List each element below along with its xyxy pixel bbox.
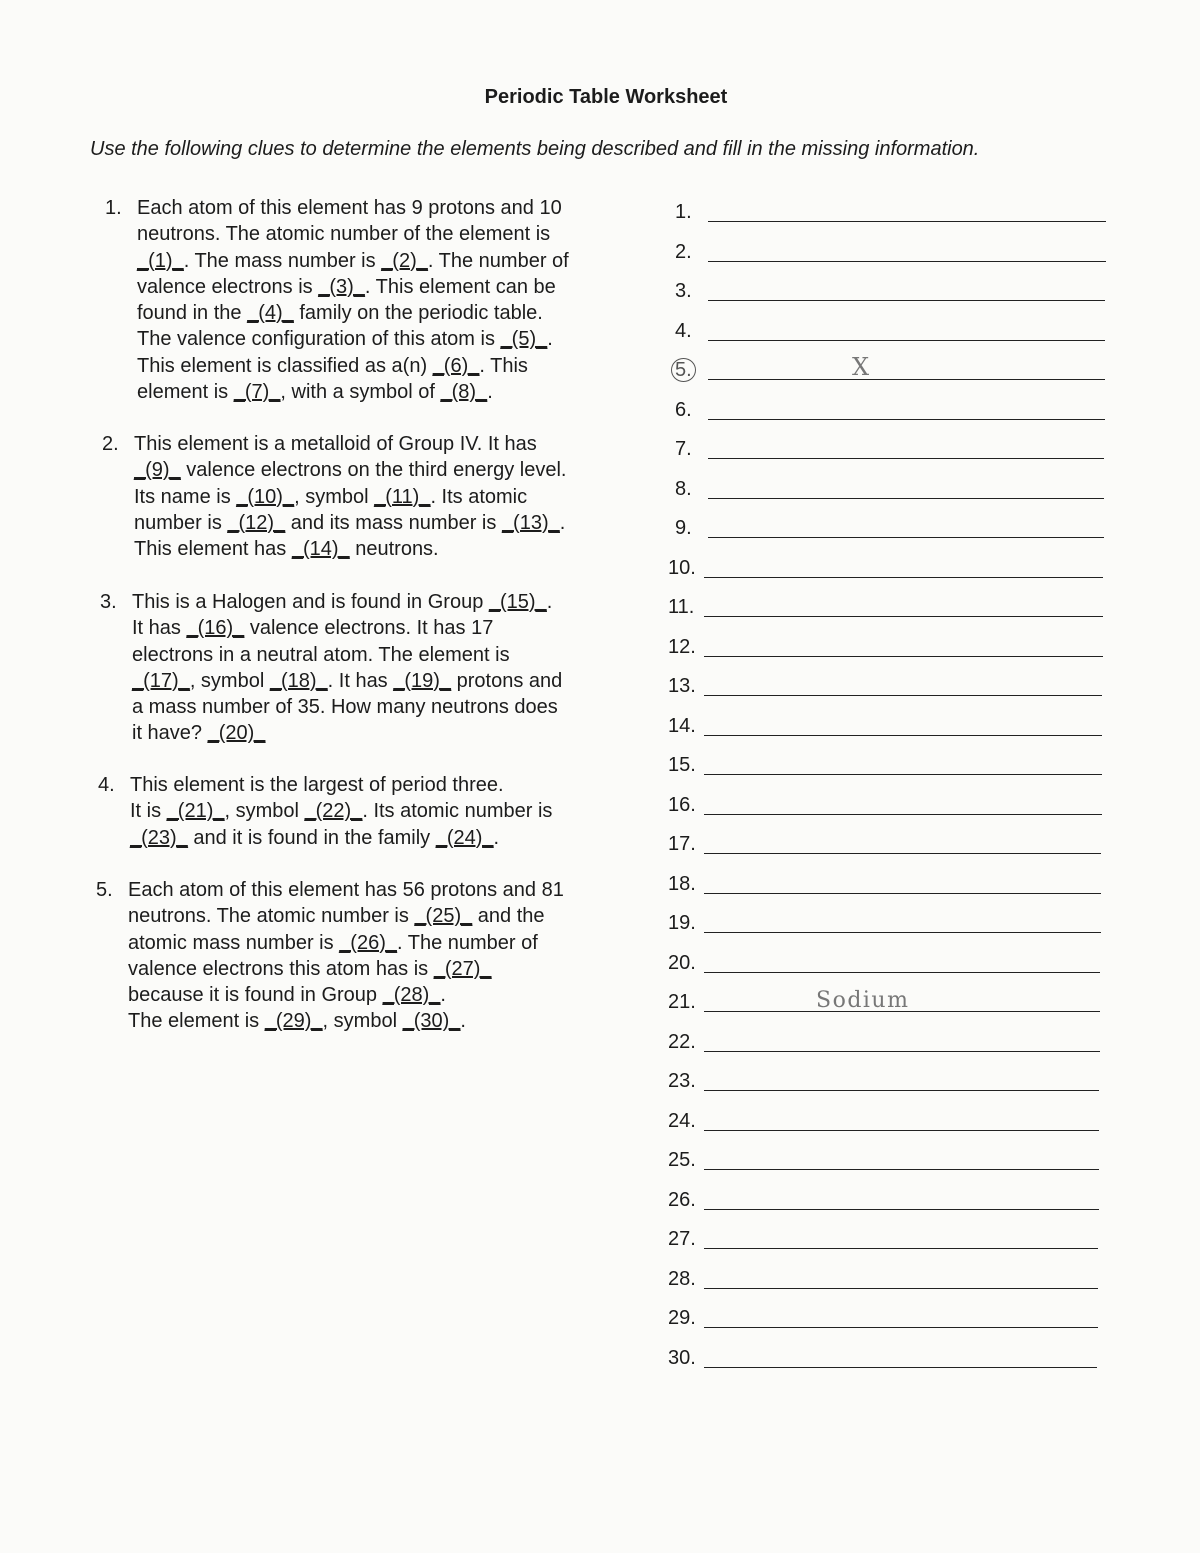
question-text: . [547, 328, 553, 351]
answer-row-3 [675, 273, 1125, 303]
answer-blank-line[interactable] [708, 379, 1105, 380]
answer-number: 4. [675, 319, 692, 342]
answer-number: 12. [668, 635, 696, 658]
circled-number-mark: 5. [671, 358, 696, 382]
question-text: . The number of [427, 249, 569, 272]
answer-blank-line[interactable] [704, 893, 1101, 894]
answer-number: 26. [668, 1188, 696, 1211]
blank-reference: _(20)_ [207, 722, 266, 745]
question-line [137, 326, 569, 352]
question-text: It has [132, 617, 187, 640]
answer-row-1 [675, 194, 1125, 224]
blank-reference: _(11)_ [374, 485, 431, 508]
answer-row-13 [668, 668, 1118, 698]
answer-number: 16. [668, 793, 696, 816]
blank-reference: _(25)_ [414, 905, 473, 928]
question-text: . The mass number is [183, 249, 382, 272]
question-text: neutrons. [349, 538, 439, 561]
worksheet-title: Periodic Table Worksheet [484, 86, 728, 108]
blank-reference: _(19)_ [393, 669, 452, 692]
question-text: valence electrons this atom has is [128, 957, 434, 980]
question-1 [105, 195, 569, 405]
question-line [130, 772, 552, 798]
question-line [132, 615, 562, 641]
question-text: protons and [451, 669, 563, 692]
answer-row-28 [668, 1261, 1118, 1291]
blank-reference: _(7)_ [233, 381, 281, 404]
answer-row-12 [668, 629, 1118, 659]
answer-blank-line[interactable] [704, 735, 1102, 736]
answer-row-22 [668, 1024, 1118, 1054]
answer-number: 8. [675, 477, 692, 500]
blank-reference: _(22)_ [304, 800, 363, 823]
question-text: This element is classified as a(n) [137, 354, 433, 377]
question-text: neutrons. The atomic number is [128, 905, 415, 928]
answer-row-11 [668, 589, 1118, 619]
blank-reference: _(10)_ [236, 485, 295, 508]
answer-blank-line[interactable] [704, 1051, 1100, 1052]
answer-number: 13. [668, 675, 696, 697]
answer-row-18 [668, 866, 1118, 896]
blank-reference: _(14)_ [291, 538, 350, 561]
answer-blank-line[interactable] [704, 1288, 1098, 1289]
question-text: family on the periodic table. [293, 302, 543, 325]
answer-blank-line[interactable] [708, 221, 1106, 222]
question-text: . The number of [396, 931, 538, 954]
blank-reference: _(23)_ [130, 826, 188, 849]
answer-number: 2. [675, 240, 692, 263]
answer-number: 11. [668, 596, 695, 618]
question-text: This element is the largest of period three. [130, 774, 504, 796]
question-line [128, 930, 564, 956]
question-text: . This [479, 354, 528, 377]
question-number: 3. [100, 591, 117, 613]
blank-reference: _(17)_ [132, 669, 190, 692]
answer-blank-line[interactable] [708, 498, 1104, 499]
question-text: Its name is [134, 485, 237, 508]
answer-blank-line[interactable] [704, 616, 1103, 617]
answer-row-20 [668, 945, 1118, 975]
question-text: and it is found in the family [187, 826, 436, 849]
answer-blank-line[interactable] [704, 1209, 1099, 1210]
question-line [132, 720, 562, 746]
blank-reference: _(21)_ [166, 800, 225, 823]
question-line [137, 353, 569, 379]
question-text: , symbol [224, 800, 305, 823]
question-text: valence electrons. It has 17 [244, 617, 494, 640]
question-text: and its mass number is [285, 511, 502, 534]
answer-number [675, 358, 696, 382]
question-text: . Its atomic number is [362, 800, 553, 823]
answer-blank-line[interactable] [704, 1248, 1098, 1249]
question-line [137, 379, 569, 405]
answer-blank-line[interactable] [704, 695, 1102, 696]
question-line [137, 300, 569, 326]
answer-row-26 [668, 1182, 1118, 1212]
question-text: found in the [137, 302, 248, 325]
question-2 [102, 431, 567, 562]
question-text: . Its atomic [430, 485, 528, 508]
question-text: because it is found in Group [128, 984, 383, 1007]
answer-row-2 [675, 234, 1125, 264]
question-text: Each atom of this element has 56 protons and 81 [128, 879, 564, 901]
answer-number: 6. [675, 398, 692, 421]
answer-blank-line[interactable] [704, 577, 1103, 578]
question-5 [96, 877, 564, 1035]
answer-blank-line[interactable] [708, 340, 1105, 341]
answer-row-25 [668, 1142, 1118, 1172]
answer-blank-line[interactable] [708, 300, 1105, 301]
answer-number: 22. [668, 1030, 696, 1053]
question-text: Each atom of this element has 9 protons and 10 [137, 197, 562, 219]
answer-number: 15. [668, 754, 696, 776]
answer-blank-line[interactable] [704, 656, 1103, 657]
question-text: , symbol [189, 669, 270, 692]
answer-row-5 [675, 352, 1125, 382]
question-text: . This element can be [364, 275, 556, 298]
question-line [128, 903, 564, 929]
answer-blank-line[interactable] [704, 1130, 1099, 1131]
blank-reference: _(1)_ [137, 249, 184, 272]
question-text: . [559, 511, 566, 534]
answer-blank-line[interactable] [708, 537, 1104, 538]
question-number: 2. [102, 433, 119, 455]
question-text: element is [137, 381, 234, 404]
blank-reference: _(13)_ [501, 511, 560, 534]
answer-number: 14. [668, 714, 696, 737]
question-line [137, 274, 569, 300]
handwritten-answer: Sodium [816, 988, 910, 1013]
answer-blank-line[interactable] [704, 1169, 1099, 1170]
blank-reference: _(12)_ [227, 511, 286, 534]
answer-number: 21. [668, 991, 696, 1013]
question-text: This element has [134, 538, 292, 561]
question-text: neutrons. The atomic number of the element is [137, 223, 551, 246]
instructions-text: Use the following clues to determine the elements being described and fill in the missing information. [90, 138, 980, 160]
answer-number: 1. [675, 201, 692, 223]
question-text: . [487, 381, 493, 404]
question-line [128, 982, 564, 1008]
question-line [132, 668, 562, 694]
answer-blank-line[interactable] [704, 972, 1100, 973]
blank-reference: _(30)_ [402, 1010, 461, 1033]
answer-row-9 [675, 510, 1125, 540]
question-number: 1. [105, 197, 122, 219]
question-line [132, 642, 562, 668]
answer-number: 24. [668, 1109, 696, 1132]
blank-reference: _(4)_ [247, 302, 294, 325]
answer-number: 29. [668, 1307, 696, 1329]
answer-number: 17. [668, 833, 696, 855]
answer-number: 9. [675, 517, 692, 539]
question-line [134, 510, 566, 536]
answer-row-6 [675, 392, 1125, 422]
answer-row-19 [668, 905, 1118, 935]
handwritten-answer: X [852, 353, 870, 381]
blank-reference: _(16)_ [186, 617, 245, 640]
question-text: number is [134, 511, 228, 534]
question-text: , symbol [322, 1010, 403, 1033]
answer-blank-line[interactable] [708, 261, 1106, 262]
question-text: a mass number of 35. How many neutrons does [132, 696, 558, 719]
answer-number: 3. [675, 280, 692, 302]
answer-row-4 [675, 313, 1125, 343]
question-text: The element is [128, 1010, 265, 1033]
question-line [130, 798, 552, 824]
answer-blank-line[interactable] [704, 814, 1102, 815]
question-line [132, 694, 562, 720]
answer-row-27 [668, 1221, 1118, 1251]
question-number: 5. [96, 879, 113, 901]
answer-number: 7. [675, 438, 692, 460]
answer-row-14 [668, 708, 1118, 738]
blank-reference: _(24)_ [435, 826, 494, 849]
answer-blank-line[interactable] [704, 1367, 1097, 1368]
question-text: The valence configuration of this atom is [137, 328, 501, 351]
answer-row-24 [668, 1103, 1118, 1133]
question-line [134, 431, 566, 457]
answer-row-7 [675, 431, 1125, 461]
answer-number: 19. [668, 912, 696, 934]
answer-row-8 [675, 471, 1125, 501]
answer-row-10 [668, 550, 1118, 580]
question-3 [100, 589, 563, 747]
blank-reference: _(27)_ [433, 957, 492, 980]
blank-reference: _(8)_ [440, 381, 488, 404]
answer-blank-line[interactable] [704, 1090, 1099, 1091]
answer-number: 18. [668, 872, 696, 895]
question-text: This is a Halogen and is found in Group [132, 591, 489, 613]
question-text: and the [472, 905, 545, 928]
answer-blank-line[interactable] [704, 1327, 1098, 1328]
blank-reference: _(3)_ [318, 275, 365, 298]
question-line [134, 457, 566, 483]
question-text: valence electrons on the third energy level. [180, 459, 567, 482]
question-line [134, 484, 566, 510]
answer-row-15 [668, 747, 1118, 777]
question-text: valence electrons is [137, 275, 319, 298]
answer-row-21 [668, 984, 1118, 1014]
question-line [137, 221, 569, 247]
question-text: it have? [132, 722, 208, 745]
answer-blank-line[interactable] [708, 419, 1105, 420]
question-line [134, 536, 566, 562]
answer-number: 28. [668, 1267, 696, 1290]
question-text: electrons in a neutral atom. The element is [132, 643, 510, 666]
question-text: . [460, 1010, 466, 1033]
question-line [128, 1008, 564, 1034]
answer-row-30 [668, 1340, 1118, 1370]
answer-row-16 [668, 787, 1118, 817]
question-text: This element is a metalloid of Group IV. It has [134, 433, 537, 455]
answer-blank-line[interactable] [708, 458, 1104, 459]
answer-number: 25. [668, 1149, 696, 1171]
answer-number: 27. [668, 1228, 696, 1250]
question-text: . [493, 826, 500, 849]
question-text: . [546, 591, 553, 613]
blank-reference: _(2)_ [381, 249, 428, 272]
answer-row-29 [668, 1300, 1118, 1330]
answer-row-23 [668, 1063, 1118, 1093]
answer-row-17 [668, 826, 1118, 856]
blank-reference: _(15)_ [488, 591, 547, 613]
answer-blank-line[interactable] [704, 774, 1102, 775]
answer-number: 30. [668, 1346, 696, 1369]
blank-reference: _(5)_ [500, 328, 548, 351]
question-text: . [440, 984, 446, 1007]
question-line [130, 825, 552, 851]
answer-number: 23. [668, 1070, 696, 1092]
question-text: atomic mass number is [128, 931, 340, 954]
question-line [137, 248, 569, 274]
blank-reference: _(28)_ [382, 984, 441, 1007]
question-line [137, 195, 569, 221]
blank-reference: _(18)_ [269, 669, 328, 692]
blank-reference: _(26)_ [339, 931, 397, 954]
question-4 [98, 772, 553, 851]
question-text: , symbol [294, 485, 375, 508]
answer-blank-line[interactable] [704, 932, 1101, 933]
question-text: . It has [327, 669, 394, 692]
answer-number: 20. [668, 951, 696, 974]
question-text: , with a symbol of [280, 381, 441, 404]
question-number: 4. [98, 774, 115, 796]
question-text: It is [130, 800, 167, 823]
blank-reference: _(29)_ [264, 1010, 323, 1033]
question-line [128, 877, 564, 903]
blank-reference: _(9)_ [134, 459, 181, 482]
question-line [132, 589, 562, 615]
answer-number: 10. [668, 556, 696, 579]
question-line [128, 956, 564, 982]
blank-reference: _(6)_ [432, 354, 480, 377]
answer-blank-line[interactable] [704, 853, 1101, 854]
